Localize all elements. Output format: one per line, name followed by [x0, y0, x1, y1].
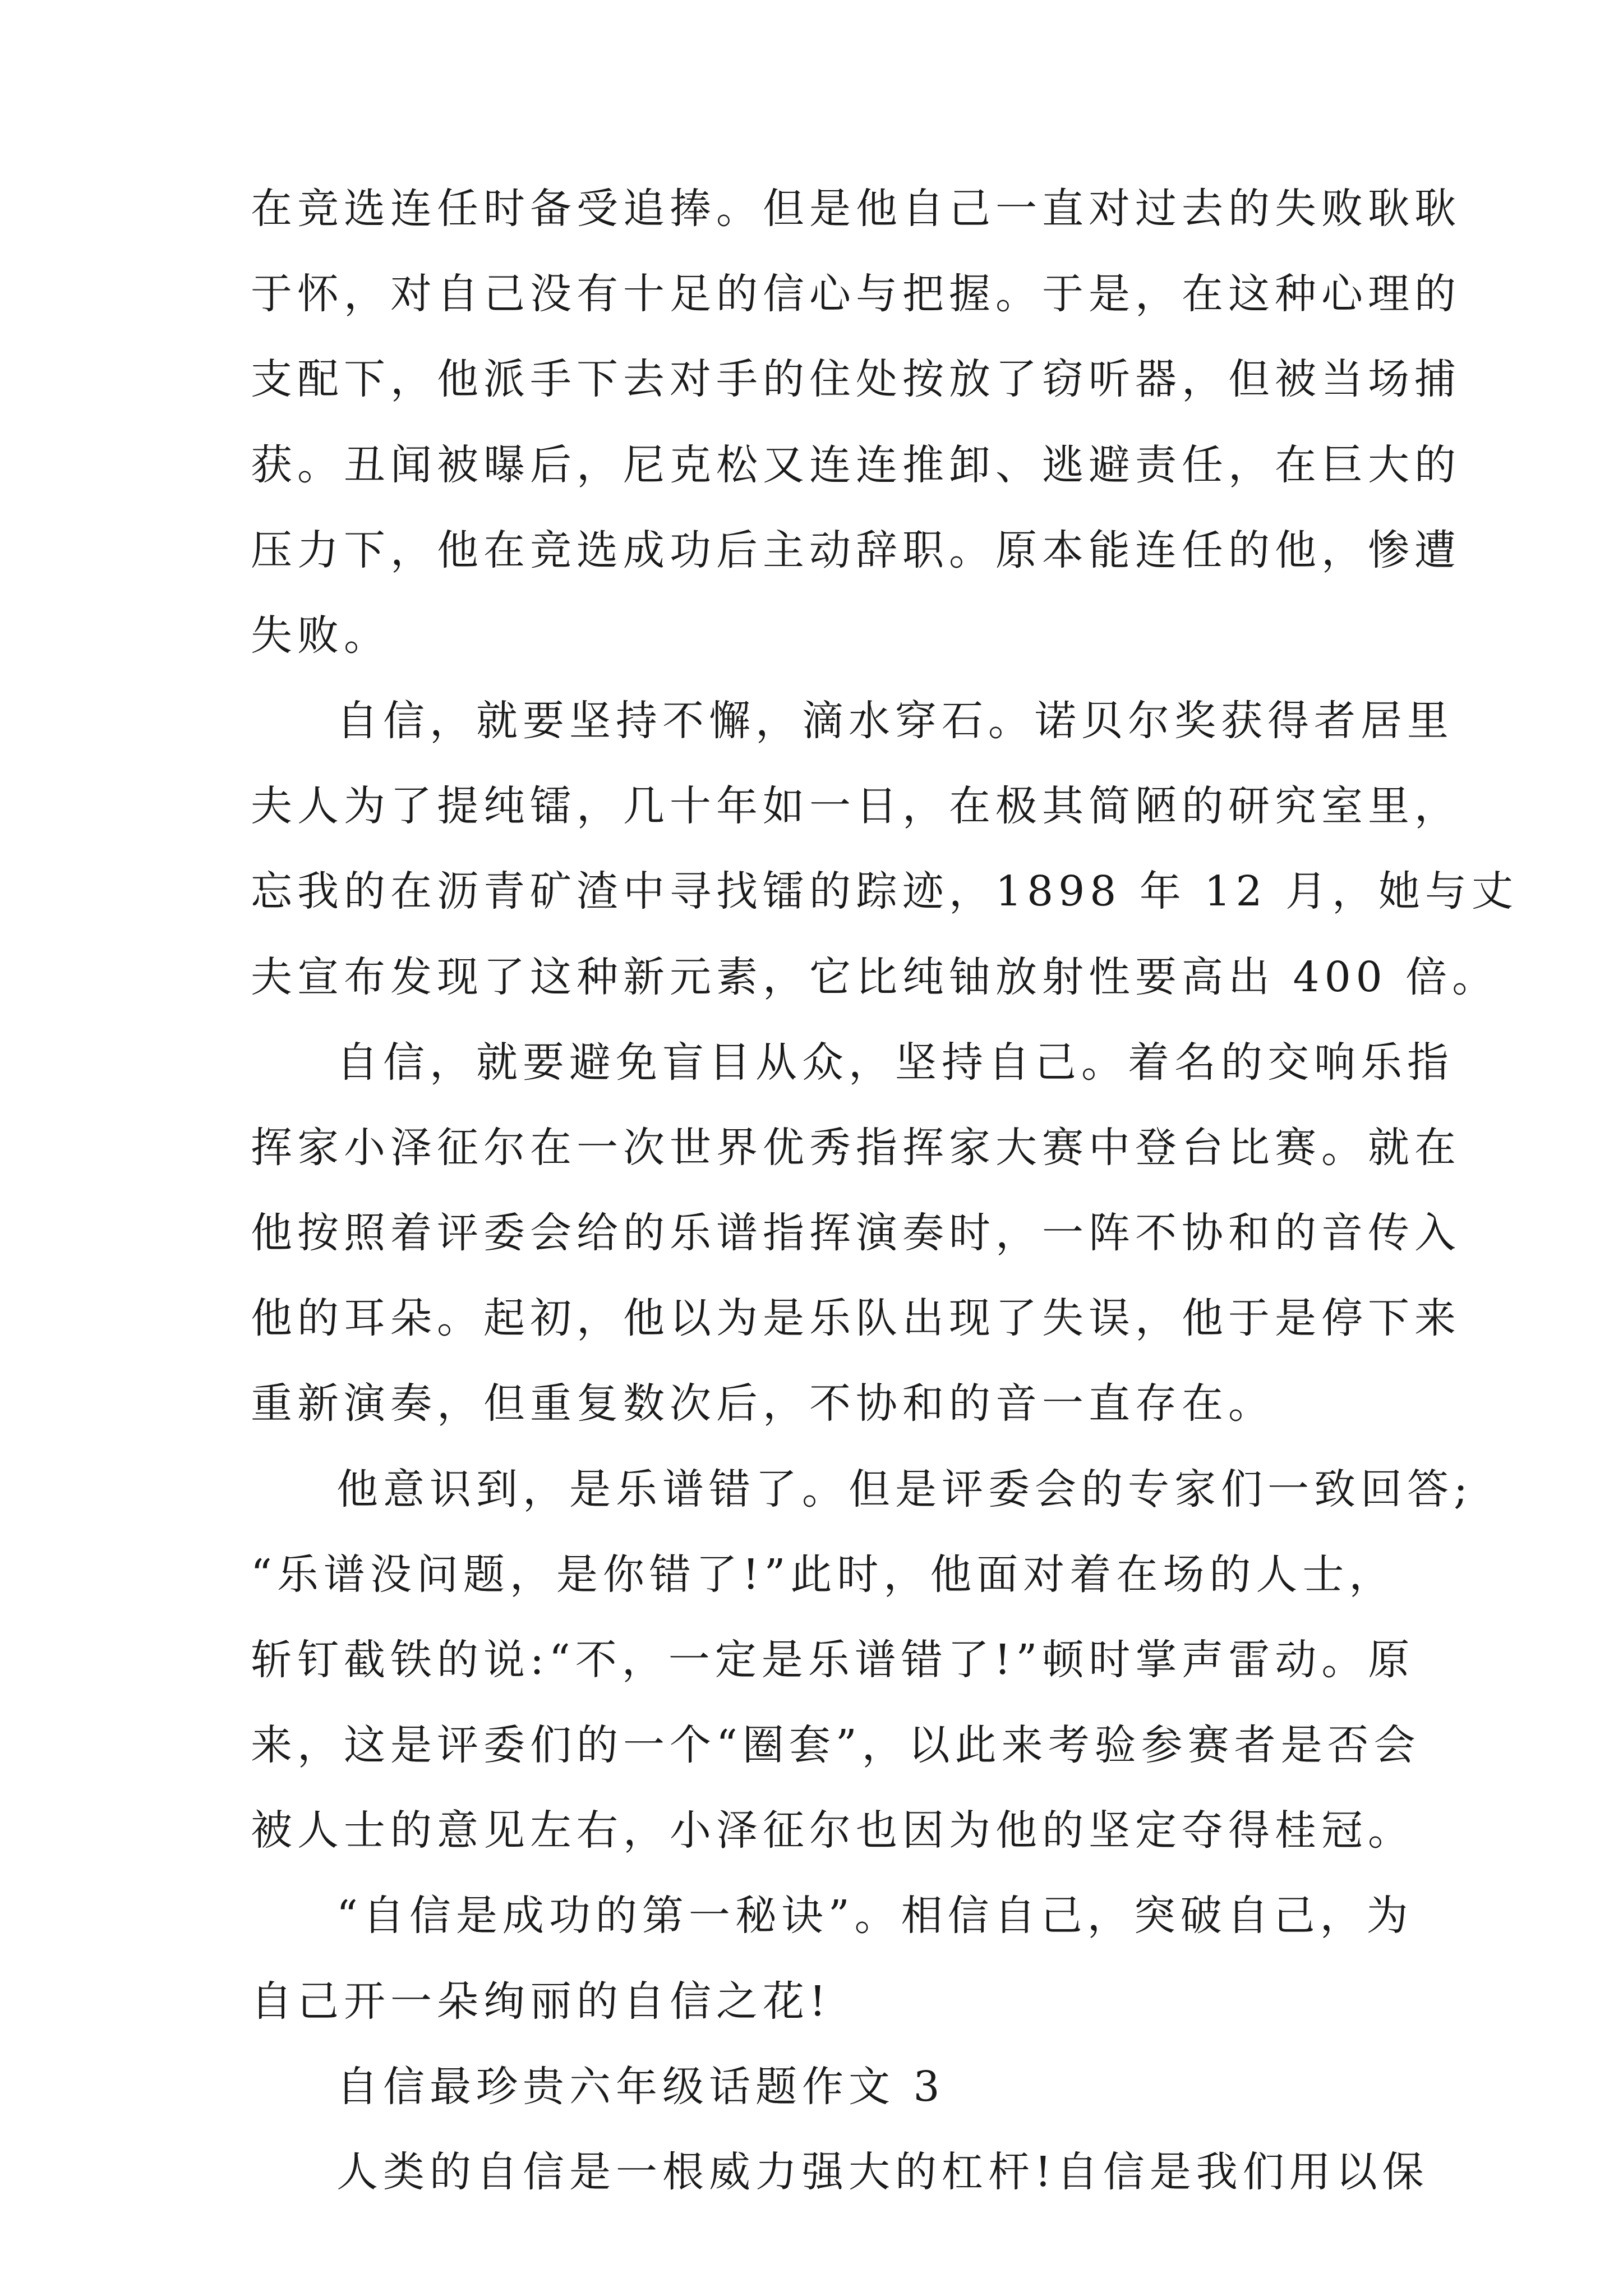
line-text: 他的耳朵。起初，他以为是乐队出现了失误，他于是停下来	[251, 1294, 1461, 1342]
text-line	[0, 1199, 1623, 1267]
text-line	[0, 1711, 1623, 1779]
line-text: 于怀，对自己没有十足的信心与把握。于是，在这种心理的	[251, 270, 1461, 318]
line-text: 重新演奏，但重复数次后，不协和的音一直存在。	[251, 1379, 1275, 1428]
line-text: 自信，就要坚持不懈，滴水穿石。诺贝尔奖获得者居里	[336, 697, 1454, 745]
line-text: 夫宣布发现了这种新元素，它比纯铀放射性要高出 400 倍。	[251, 953, 1499, 1001]
line-text: 他按照着评委会给的乐谱指挥演奏时，一阵不协和的音传入	[251, 1209, 1461, 1257]
line-text: “自信是成功的第一秘诀”。相信自己，突破自己，为	[336, 1892, 1413, 1940]
line-text: 来，这是评委们的一个“圈套”，以此来考验参赛者是否会	[251, 1721, 1421, 1769]
text-line	[0, 602, 1623, 669]
paragraph-first-line	[0, 1456, 1623, 1523]
text-line	[0, 858, 1623, 925]
line-text: 被人士的意见左右，小泽征尔也因为他的坚定夺得桂冠。	[251, 1806, 1414, 1855]
line-text: 挥家小泽征尔在一次世界优秀指挥家大赛中登台比赛。就在	[251, 1124, 1461, 1172]
text-line	[0, 517, 1623, 584]
line-text: 支配下，他派手下去对手的住处按放了窃听器，但被当场捕	[251, 355, 1461, 403]
text-line	[0, 346, 1623, 413]
text-line	[0, 260, 1623, 328]
line-text: 忘我的在沥青矿渣中寻找镭的踪迹，1898 年 12 月，她与丈	[251, 867, 1519, 915]
line-text: 获。丑闻被曝后，尼克松又连连推卸、逃避责任，在巨大的	[251, 441, 1461, 489]
text-line	[0, 1626, 1623, 1694]
line-text: 自信最珍贵六年级话题作文 3	[336, 2063, 945, 2111]
text-line	[0, 1968, 1623, 2035]
paragraph-first-line	[0, 687, 1623, 754]
text-line	[0, 431, 1623, 499]
text-line	[0, 175, 1623, 242]
line-text: 斩钉截铁的说:“不，一定是乐谱错了!”顿时掌声雷动。原	[251, 1636, 1415, 1684]
line-text: 自信，就要避免盲目从众，坚持自己。着名的交响乐指	[336, 1038, 1454, 1087]
text-line	[0, 1370, 1623, 1437]
paragraph-first-line	[0, 1882, 1623, 1949]
line-text: 压力下，他在竞选成功后主动辞职。原本能连任的他，惨遭	[251, 526, 1461, 574]
text-line	[0, 1541, 1623, 1608]
line-text: 夫人为了提纯镭，几十年如一日，在极其简陋的研究室里，	[251, 782, 1461, 830]
line-text: 人类的自信是一根威力强大的杠杆!自信是我们用以保	[336, 2148, 1429, 2196]
line-text: 他意识到，是乐谱错了。但是评委会的专家们一致回答;	[336, 1465, 1473, 1513]
paragraph-first-line	[0, 2138, 1623, 2206]
line-text: 失败。	[251, 611, 390, 660]
paragraph-first-line	[0, 2053, 1623, 2120]
text-line	[0, 1114, 1623, 1181]
line-text: 在竞选连任时备受追捧。但是他自己一直对过去的失败耿耿	[251, 185, 1461, 233]
paragraph-first-line	[0, 1029, 1623, 1096]
text-line	[0, 944, 1623, 1011]
text-line	[0, 1797, 1623, 1864]
text-line	[0, 1285, 1623, 1352]
line-text: 自己开一朵绚丽的自信之花!	[251, 1977, 831, 2026]
text-line	[0, 772, 1623, 840]
line-text: “乐谱没问题，是你错了!”此时，他面对着在场的人士，	[251, 1550, 1396, 1599]
